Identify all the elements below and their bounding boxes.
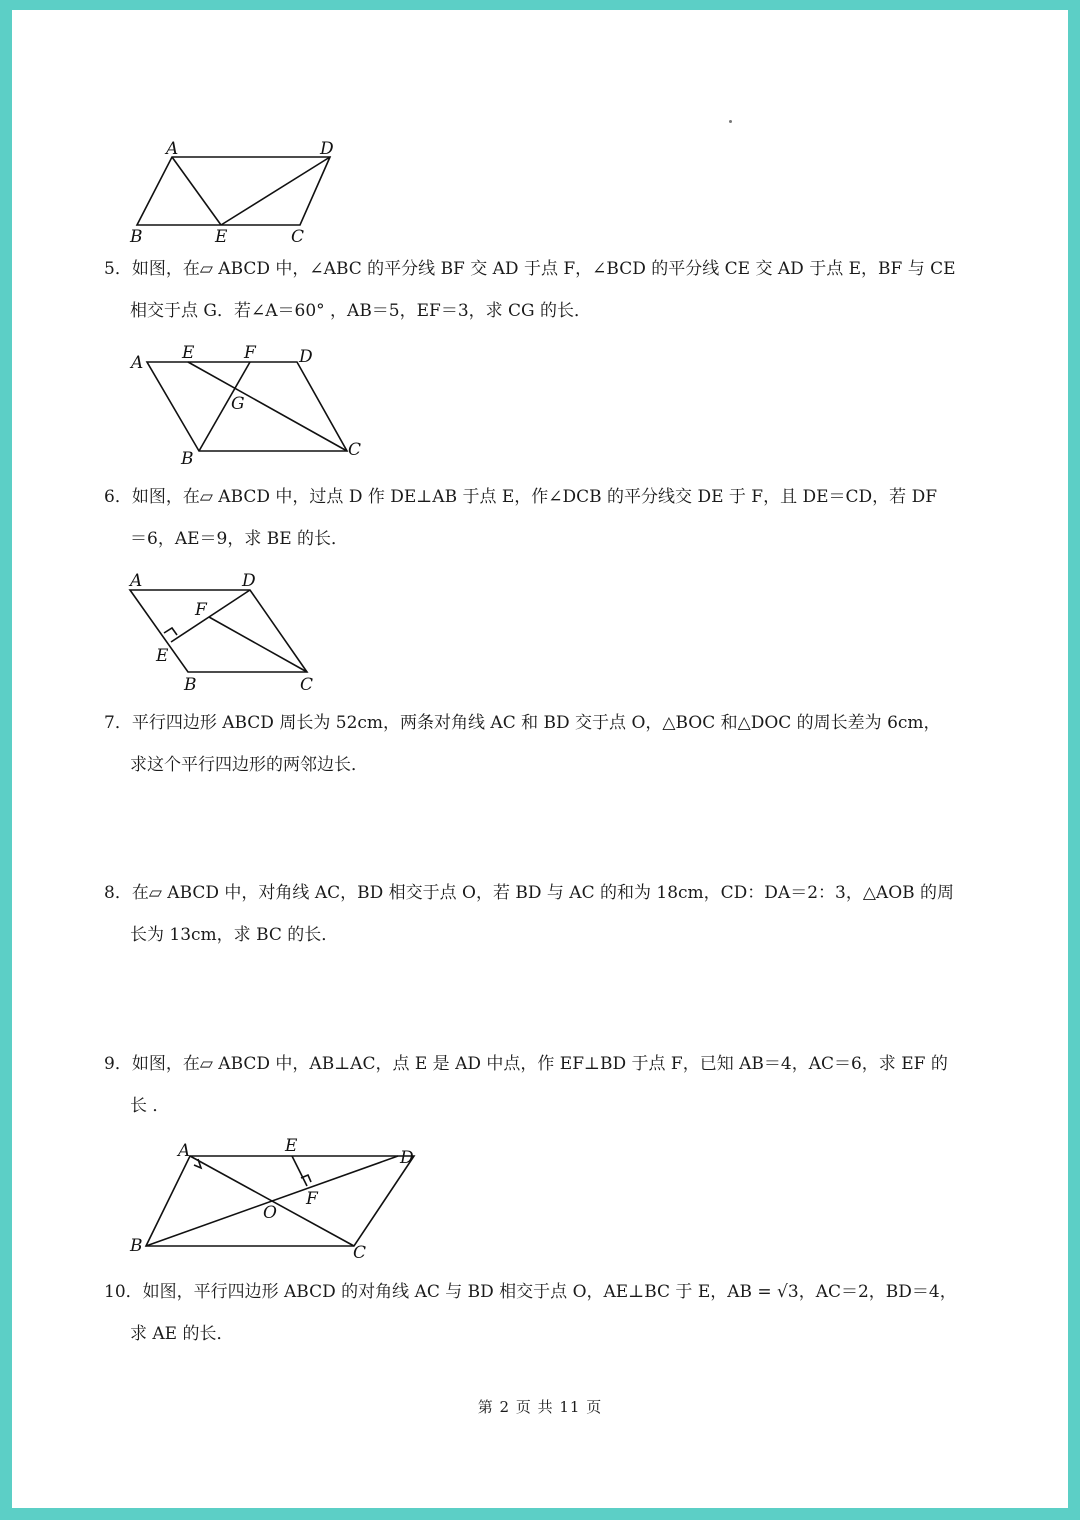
label-d: D bbox=[299, 347, 313, 367]
label-e: E bbox=[182, 343, 195, 363]
problem-8 bbox=[104, 872, 984, 956]
problem-7-line2: 求这个平行四边形的两邻边长． bbox=[130, 755, 368, 775]
label-f: F bbox=[306, 1189, 318, 1209]
problem-5-line1: 5．如图，在▱ ABCD 中，∠ABC 的平分线 BF 交 AD 于点 F，∠BCD 的平分线 CE 交 AD 于点 E，BF 与 CE bbox=[104, 259, 956, 279]
label-b: B bbox=[130, 1236, 143, 1256]
problem-9 bbox=[104, 1043, 984, 1127]
label-b: B bbox=[181, 449, 194, 469]
page-footer: 第 2 页 共 11 页 bbox=[477, 1398, 603, 1416]
label-f: F bbox=[244, 343, 256, 363]
label-a: A bbox=[131, 353, 144, 373]
problem-5 bbox=[104, 248, 984, 332]
label-c: C bbox=[348, 440, 362, 460]
figure-parallelogram-abcd-e bbox=[120, 135, 350, 250]
segment-ef bbox=[292, 1156, 307, 1186]
label-e: E bbox=[215, 227, 228, 247]
parallelogram-abcd bbox=[146, 1156, 414, 1246]
problem-10-line2: 求 AE 的长． bbox=[130, 1324, 234, 1344]
problem-7 bbox=[104, 702, 984, 786]
label-d: D bbox=[400, 1148, 414, 1168]
problem-10 bbox=[104, 1271, 984, 1355]
segment-de bbox=[221, 157, 330, 225]
problem-7-line1: 7．平行四边形 ABCD 周长为 52cm，两条对角线 AC 和 BD 交于点 O，△BOC 和△DOC 的周长差为 6cm， bbox=[104, 713, 941, 733]
problem-9-line2: 长 ． bbox=[130, 1096, 170, 1116]
label-a: A bbox=[166, 139, 179, 159]
problem-8-line1: 8．在▱ ABCD 中，对角线 AC，BD 相交于点 O，若 BD 与 AC 的和为 18cm，CD：DA＝2：3，△AOB 的周 bbox=[104, 883, 955, 903]
label-d: D bbox=[242, 571, 256, 591]
label-g: G bbox=[231, 394, 245, 414]
figure-problem-6 bbox=[120, 568, 330, 698]
problem-6-line1: 6．如图，在▱ ABCD 中，过点 D 作 DE⊥AB 于点 E，作∠DCB 的平分线交 DE 于 F，且 DE＝CD，若 DF bbox=[104, 487, 938, 507]
figure-problem-9 bbox=[120, 1132, 430, 1267]
figure-problem-5 bbox=[125, 340, 375, 470]
problem-5-line2: 相交于点 G．若∠A＝60° ，AB＝5，EF＝3，求 CG 的长． bbox=[130, 301, 592, 321]
problem-9-line1: 9．如图，在▱ ABCD 中，AB⊥AC，点 E 是 AD 中点，作 EF⊥BD 于点 F，已知 AB＝4，AC＝6，求 EF 的 bbox=[104, 1054, 948, 1074]
label-b: B bbox=[130, 227, 143, 247]
label-c: C bbox=[353, 1243, 367, 1263]
segment-cf bbox=[209, 617, 307, 672]
label-a: A bbox=[130, 571, 143, 591]
label-c: C bbox=[300, 675, 314, 695]
label-e: E bbox=[156, 646, 169, 666]
problem-10-line1: 10．如图，平行四边形 ABCD 的对角线 AC 与 BD 相交于点 O，AE⊥BC 于 E，AB = √3，AC＝2，BD＝4， bbox=[104, 1282, 957, 1302]
right-angle-mark bbox=[164, 628, 177, 635]
problem-6-line2: ＝6，AE＝9，求 BE 的长． bbox=[130, 529, 349, 549]
segment-ae bbox=[172, 157, 221, 225]
problem-6 bbox=[104, 476, 984, 560]
label-b: B bbox=[184, 675, 197, 695]
parallelogram-abcd bbox=[147, 362, 347, 451]
segment-ce bbox=[188, 362, 347, 451]
stray-dot bbox=[729, 120, 732, 123]
label-o: O bbox=[263, 1203, 277, 1223]
parallelogram-abcd bbox=[137, 157, 330, 225]
label-e: E bbox=[285, 1136, 298, 1156]
label-d: D bbox=[320, 139, 334, 159]
label-f: F bbox=[195, 600, 207, 620]
problem-8-line2: 长为 13cm，求 BC 的长． bbox=[130, 925, 339, 945]
label-c: C bbox=[291, 227, 305, 247]
label-a: A bbox=[178, 1141, 191, 1161]
